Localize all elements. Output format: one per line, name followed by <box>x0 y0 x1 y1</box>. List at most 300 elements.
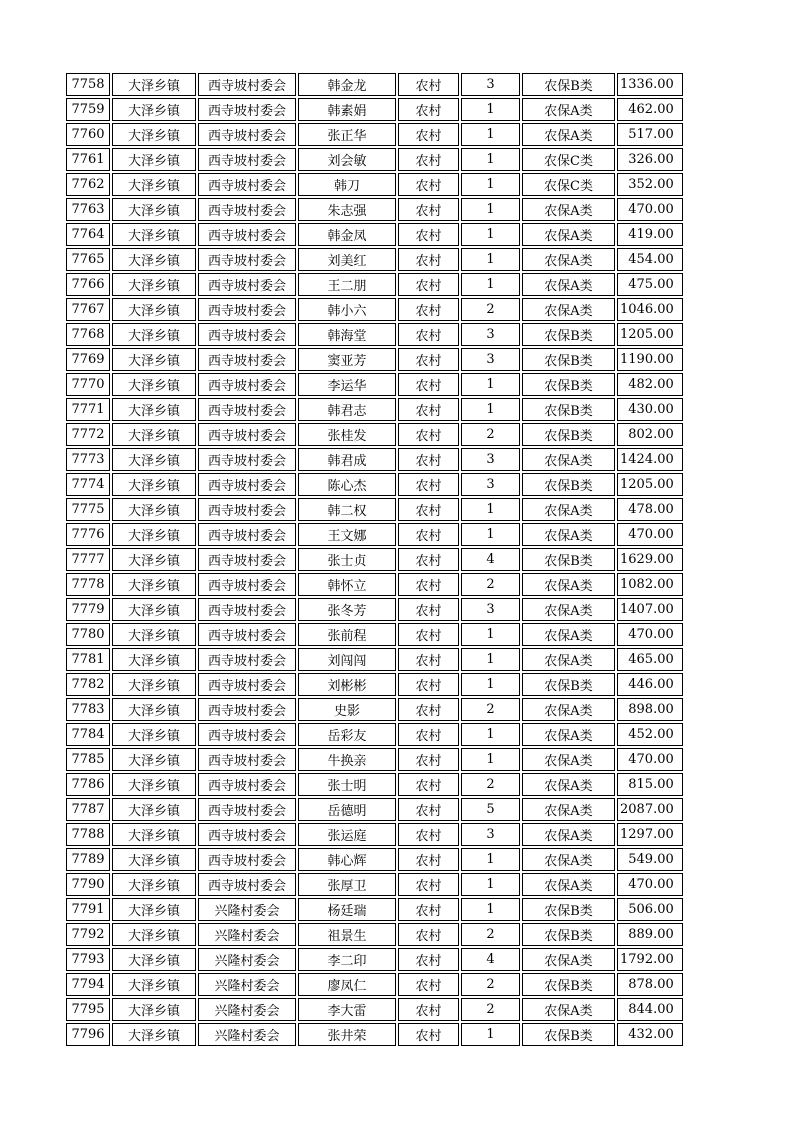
table-row <box>66 573 683 596</box>
serial-number: 7775 <box>66 498 110 521</box>
township: 大泽乡镇 <box>112 123 196 146</box>
village-committee: 西寺坡村委会 <box>198 198 296 221</box>
village-committee: 西寺坡村委会 <box>198 773 296 796</box>
household-count: 1 <box>461 748 520 771</box>
amount: 462.00 <box>617 98 683 121</box>
table-row <box>66 498 683 521</box>
table-row <box>66 523 683 546</box>
village-committee: 兴隆村委会 <box>198 998 296 1021</box>
table-row <box>66 248 683 271</box>
household-count: 3 <box>461 348 520 371</box>
amount: 470.00 <box>617 748 683 771</box>
insurance-category: 农保B类 <box>522 548 615 571</box>
township: 大泽乡镇 <box>112 273 196 296</box>
household-count: 3 <box>461 598 520 621</box>
insurance-category: 农保B类 <box>522 923 615 946</box>
table-row <box>66 398 683 421</box>
serial-number: 7769 <box>66 348 110 371</box>
village-committee: 兴隆村委会 <box>198 898 296 921</box>
village-committee: 西寺坡村委会 <box>198 348 296 371</box>
township: 大泽乡镇 <box>112 573 196 596</box>
table-row <box>66 98 683 121</box>
table-row <box>66 123 683 146</box>
village-committee: 西寺坡村委会 <box>198 423 296 446</box>
township: 大泽乡镇 <box>112 148 196 171</box>
amount: 454.00 <box>617 248 683 271</box>
insurance-category: 农保A类 <box>522 873 615 896</box>
amount: 475.00 <box>617 273 683 296</box>
township: 大泽乡镇 <box>112 323 196 346</box>
village-committee: 西寺坡村委会 <box>198 398 296 421</box>
table-row <box>66 423 683 446</box>
serial-number: 7781 <box>66 648 110 671</box>
insurance-category: 农保A类 <box>522 523 615 546</box>
person-name: 韩君成 <box>298 448 396 471</box>
amount: 1424.00 <box>617 448 683 471</box>
serial-number: 7762 <box>66 173 110 196</box>
person-name: 牛换亲 <box>298 748 396 771</box>
household-count: 2 <box>461 923 520 946</box>
household-count: 1 <box>461 848 520 871</box>
village-committee: 西寺坡村委会 <box>198 523 296 546</box>
table-row <box>66 448 683 471</box>
serial-number: 7792 <box>66 923 110 946</box>
village-committee: 西寺坡村委会 <box>198 298 296 321</box>
person-name: 祖景生 <box>298 923 396 946</box>
insurance-category: 农保B类 <box>522 473 615 496</box>
person-name: 杨廷瑞 <box>298 898 396 921</box>
amount: 898.00 <box>617 698 683 721</box>
table-row <box>66 348 683 371</box>
serial-number: 7780 <box>66 623 110 646</box>
table-row <box>66 198 683 221</box>
residence-type: 农村 <box>398 373 459 396</box>
table-row <box>66 473 683 496</box>
residence-type: 农村 <box>398 98 459 121</box>
person-name: 刘美红 <box>298 248 396 271</box>
insurance-category: 农保A类 <box>522 848 615 871</box>
residence-type: 农村 <box>398 73 459 96</box>
residence-type: 农村 <box>398 448 459 471</box>
table-body <box>66 73 683 1046</box>
person-name: 韩海堂 <box>298 323 396 346</box>
residence-type: 农村 <box>398 623 459 646</box>
household-count: 2 <box>461 973 520 996</box>
insurance-category: 农保B类 <box>522 423 615 446</box>
household-count: 1 <box>461 373 520 396</box>
person-name: 刘闯闯 <box>298 648 396 671</box>
township: 大泽乡镇 <box>112 398 196 421</box>
village-committee: 西寺坡村委会 <box>198 98 296 121</box>
serial-number: 7783 <box>66 698 110 721</box>
village-committee: 西寺坡村委会 <box>198 873 296 896</box>
household-count: 2 <box>461 573 520 596</box>
township: 大泽乡镇 <box>112 648 196 671</box>
household-count: 3 <box>461 73 520 96</box>
residence-type: 农村 <box>398 848 459 871</box>
insurance-category: 农保A类 <box>522 298 615 321</box>
amount: 470.00 <box>617 623 683 646</box>
village-committee: 西寺坡村委会 <box>198 223 296 246</box>
insurance-category: 农保A类 <box>522 448 615 471</box>
village-committee: 兴隆村委会 <box>198 1023 296 1046</box>
serial-number: 7760 <box>66 123 110 146</box>
insurance-category: 农保A类 <box>522 948 615 971</box>
residence-type: 农村 <box>398 498 459 521</box>
village-committee: 西寺坡村委会 <box>198 823 296 846</box>
table-row <box>66 848 683 871</box>
residence-type: 农村 <box>398 423 459 446</box>
village-committee: 西寺坡村委会 <box>198 698 296 721</box>
serial-number: 7761 <box>66 148 110 171</box>
serial-number: 7779 <box>66 598 110 621</box>
person-name: 窦亚芳 <box>298 348 396 371</box>
residence-type: 农村 <box>398 898 459 921</box>
insurance-category: 农保A类 <box>522 98 615 121</box>
amount: 478.00 <box>617 498 683 521</box>
insurance-category: 农保A类 <box>522 623 615 646</box>
table-row <box>66 998 683 1021</box>
serial-number: 7782 <box>66 673 110 696</box>
serial-number: 7784 <box>66 723 110 746</box>
township: 大泽乡镇 <box>112 523 196 546</box>
household-count: 3 <box>461 473 520 496</box>
table-row <box>66 73 683 96</box>
amount: 1407.00 <box>617 598 683 621</box>
insurance-category: 农保A类 <box>522 773 615 796</box>
insurance-category: 农保B类 <box>522 398 615 421</box>
residence-type: 农村 <box>398 673 459 696</box>
village-committee: 西寺坡村委会 <box>198 123 296 146</box>
table-row <box>66 948 683 971</box>
table-row <box>66 648 683 671</box>
residence-type: 农村 <box>398 948 459 971</box>
residence-type: 农村 <box>398 473 459 496</box>
household-count: 1 <box>461 398 520 421</box>
amount: 470.00 <box>617 873 683 896</box>
household-count: 1 <box>461 248 520 271</box>
village-committee: 西寺坡村委会 <box>198 798 296 821</box>
household-count: 1 <box>461 98 520 121</box>
person-name: 张运庭 <box>298 823 396 846</box>
table-row <box>66 173 683 196</box>
amount: 844.00 <box>617 998 683 1021</box>
township: 大泽乡镇 <box>112 1023 196 1046</box>
serial-number: 7794 <box>66 973 110 996</box>
person-name: 王文娜 <box>298 523 396 546</box>
table-row <box>66 148 683 171</box>
township: 大泽乡镇 <box>112 623 196 646</box>
person-name: 韩金龙 <box>298 73 396 96</box>
village-committee: 西寺坡村委会 <box>198 473 296 496</box>
village-committee: 西寺坡村委会 <box>198 648 296 671</box>
table-row <box>66 323 683 346</box>
table-row <box>66 923 683 946</box>
household-count: 1 <box>461 123 520 146</box>
amount: 1336.00 <box>617 73 683 96</box>
insurance-category: 农保A类 <box>522 798 615 821</box>
residence-type: 农村 <box>398 523 459 546</box>
person-name: 王二朋 <box>298 273 396 296</box>
person-name: 廖凤仁 <box>298 973 396 996</box>
residence-type: 农村 <box>398 323 459 346</box>
insurance-category: 农保A类 <box>522 748 615 771</box>
serial-number: 7786 <box>66 773 110 796</box>
serial-number: 7766 <box>66 273 110 296</box>
person-name: 李二印 <box>298 948 396 971</box>
amount: 419.00 <box>617 223 683 246</box>
amount: 1205.00 <box>617 323 683 346</box>
person-name: 韩刀 <box>298 173 396 196</box>
person-name: 岳彩友 <box>298 723 396 746</box>
village-committee: 西寺坡村委会 <box>198 273 296 296</box>
household-count: 1 <box>461 173 520 196</box>
residence-type: 农村 <box>398 348 459 371</box>
serial-number: 7770 <box>66 373 110 396</box>
residence-type: 农村 <box>398 273 459 296</box>
residence-type: 农村 <box>398 773 459 796</box>
serial-number: 7793 <box>66 948 110 971</box>
serial-number: 7791 <box>66 898 110 921</box>
household-count: 1 <box>461 623 520 646</box>
insurance-category: 农保B类 <box>522 348 615 371</box>
township: 大泽乡镇 <box>112 598 196 621</box>
table-row <box>66 748 683 771</box>
household-count: 4 <box>461 948 520 971</box>
table-row <box>66 223 683 246</box>
table-row <box>66 723 683 746</box>
amount: 1629.00 <box>617 548 683 571</box>
township: 大泽乡镇 <box>112 198 196 221</box>
person-name: 陈心杰 <box>298 473 396 496</box>
township: 大泽乡镇 <box>112 448 196 471</box>
amount: 1190.00 <box>617 348 683 371</box>
township: 大泽乡镇 <box>112 173 196 196</box>
village-committee: 西寺坡村委会 <box>198 848 296 871</box>
amount: 889.00 <box>617 923 683 946</box>
village-committee: 西寺坡村委会 <box>198 248 296 271</box>
person-name: 韩金凤 <box>298 223 396 246</box>
amount: 506.00 <box>617 898 683 921</box>
household-count: 1 <box>461 273 520 296</box>
village-committee: 西寺坡村委会 <box>198 623 296 646</box>
serial-number: 7768 <box>66 323 110 346</box>
residence-type: 农村 <box>398 748 459 771</box>
residence-type: 农村 <box>398 923 459 946</box>
insurance-category: 农保B类 <box>522 323 615 346</box>
household-count: 4 <box>461 548 520 571</box>
township: 大泽乡镇 <box>112 748 196 771</box>
amount: 482.00 <box>617 373 683 396</box>
village-committee: 西寺坡村委会 <box>198 723 296 746</box>
insurance-category: 农保A类 <box>522 223 615 246</box>
household-count: 3 <box>461 323 520 346</box>
township: 大泽乡镇 <box>112 373 196 396</box>
township: 大泽乡镇 <box>112 873 196 896</box>
amount: 352.00 <box>617 173 683 196</box>
residence-type: 农村 <box>398 698 459 721</box>
table-row <box>66 548 683 571</box>
person-name: 刘彬彬 <box>298 673 396 696</box>
table-row <box>66 798 683 821</box>
table-row <box>66 623 683 646</box>
township: 大泽乡镇 <box>112 423 196 446</box>
residence-type: 农村 <box>398 998 459 1021</box>
village-committee: 西寺坡村委会 <box>198 498 296 521</box>
household-count: 1 <box>461 198 520 221</box>
table-row <box>66 598 683 621</box>
township: 大泽乡镇 <box>112 298 196 321</box>
person-name: 韩心辉 <box>298 848 396 871</box>
township: 大泽乡镇 <box>112 98 196 121</box>
township: 大泽乡镇 <box>112 348 196 371</box>
serial-number: 7795 <box>66 998 110 1021</box>
household-count: 1 <box>461 148 520 171</box>
amount: 802.00 <box>617 423 683 446</box>
residence-type: 农村 <box>398 723 459 746</box>
serial-number: 7772 <box>66 423 110 446</box>
township: 大泽乡镇 <box>112 773 196 796</box>
household-count: 1 <box>461 673 520 696</box>
township: 大泽乡镇 <box>112 973 196 996</box>
person-name: 李大雷 <box>298 998 396 1021</box>
township: 大泽乡镇 <box>112 898 196 921</box>
person-name: 张厚卫 <box>298 873 396 896</box>
village-committee: 西寺坡村委会 <box>198 73 296 96</box>
amount: 326.00 <box>617 148 683 171</box>
person-name: 韩小六 <box>298 298 396 321</box>
person-name: 张正华 <box>298 123 396 146</box>
household-count: 1 <box>461 898 520 921</box>
person-name: 张桂发 <box>298 423 396 446</box>
serial-number: 7763 <box>66 198 110 221</box>
residence-type: 农村 <box>398 298 459 321</box>
person-name: 岳德明 <box>298 798 396 821</box>
serial-number: 7773 <box>66 448 110 471</box>
township: 大泽乡镇 <box>112 923 196 946</box>
insurance-category: 农保C类 <box>522 148 615 171</box>
township: 大泽乡镇 <box>112 498 196 521</box>
insurance-category: 农保A类 <box>522 198 615 221</box>
table-row <box>66 273 683 296</box>
table-row <box>66 673 683 696</box>
amount: 446.00 <box>617 673 683 696</box>
person-name: 张井荣 <box>298 1023 396 1046</box>
insurance-category: 农保A类 <box>522 273 615 296</box>
insurance-category: 农保B类 <box>522 673 615 696</box>
insurance-category: 农保A类 <box>522 498 615 521</box>
residence-type: 农村 <box>398 573 459 596</box>
table-row <box>66 973 683 996</box>
household-count: 2 <box>461 773 520 796</box>
residence-type: 农村 <box>398 223 459 246</box>
insurance-category: 农保A类 <box>522 698 615 721</box>
insurance-category: 农保A类 <box>522 823 615 846</box>
village-committee: 西寺坡村委会 <box>198 323 296 346</box>
insurance-category: 农保A类 <box>522 573 615 596</box>
insurance-category: 农保B类 <box>522 373 615 396</box>
village-committee: 兴隆村委会 <box>198 948 296 971</box>
serial-number: 7788 <box>66 823 110 846</box>
insurance-category: 农保C类 <box>522 173 615 196</box>
township: 大泽乡镇 <box>112 548 196 571</box>
amount: 470.00 <box>617 198 683 221</box>
township: 大泽乡镇 <box>112 673 196 696</box>
residence-type: 农村 <box>398 973 459 996</box>
serial-number: 7764 <box>66 223 110 246</box>
township: 大泽乡镇 <box>112 948 196 971</box>
person-name: 韩素娟 <box>298 98 396 121</box>
village-committee: 西寺坡村委会 <box>198 673 296 696</box>
household-count: 1 <box>461 1023 520 1046</box>
residence-type: 农村 <box>398 798 459 821</box>
serial-number: 7778 <box>66 573 110 596</box>
household-count: 1 <box>461 498 520 521</box>
village-committee: 西寺坡村委会 <box>198 548 296 571</box>
township: 大泽乡镇 <box>112 998 196 1021</box>
person-name: 刘会敏 <box>298 148 396 171</box>
serial-number: 7776 <box>66 523 110 546</box>
household-count: 1 <box>461 648 520 671</box>
township: 大泽乡镇 <box>112 73 196 96</box>
village-committee: 西寺坡村委会 <box>198 448 296 471</box>
serial-number: 7790 <box>66 873 110 896</box>
serial-number: 7785 <box>66 748 110 771</box>
amount: 1297.00 <box>617 823 683 846</box>
household-count: 2 <box>461 698 520 721</box>
village-committee: 西寺坡村委会 <box>198 598 296 621</box>
person-name: 张前程 <box>298 623 396 646</box>
village-committee: 西寺坡村委会 <box>198 148 296 171</box>
amount: 1082.00 <box>617 573 683 596</box>
amount: 549.00 <box>617 848 683 871</box>
serial-number: 7789 <box>66 848 110 871</box>
amount: 470.00 <box>617 523 683 546</box>
household-count: 3 <box>461 448 520 471</box>
residence-type: 农村 <box>398 598 459 621</box>
residence-type: 农村 <box>398 198 459 221</box>
person-name: 李运华 <box>298 373 396 396</box>
household-count: 2 <box>461 423 520 446</box>
table-row <box>66 898 683 921</box>
residence-type: 农村 <box>398 1023 459 1046</box>
insurance-category: 农保A类 <box>522 998 615 1021</box>
amount: 815.00 <box>617 773 683 796</box>
township: 大泽乡镇 <box>112 223 196 246</box>
table-row <box>66 773 683 796</box>
serial-number: 7771 <box>66 398 110 421</box>
table-row <box>66 698 683 721</box>
residence-type: 农村 <box>398 823 459 846</box>
village-committee: 兴隆村委会 <box>198 923 296 946</box>
household-count: 5 <box>461 798 520 821</box>
serial-number: 7774 <box>66 473 110 496</box>
village-committee: 西寺坡村委会 <box>198 573 296 596</box>
table-row <box>66 298 683 321</box>
township: 大泽乡镇 <box>112 473 196 496</box>
person-name: 张士明 <box>298 773 396 796</box>
insurance-category: 农保A类 <box>522 248 615 271</box>
serial-number: 7758 <box>66 73 110 96</box>
amount: 430.00 <box>617 398 683 421</box>
insurance-category: 农保A类 <box>522 723 615 746</box>
township: 大泽乡镇 <box>112 248 196 271</box>
amount: 2087.00 <box>617 798 683 821</box>
residence-type: 农村 <box>398 548 459 571</box>
serial-number: 7796 <box>66 1023 110 1046</box>
person-name: 韩君志 <box>298 398 396 421</box>
residence-type: 农村 <box>398 148 459 171</box>
